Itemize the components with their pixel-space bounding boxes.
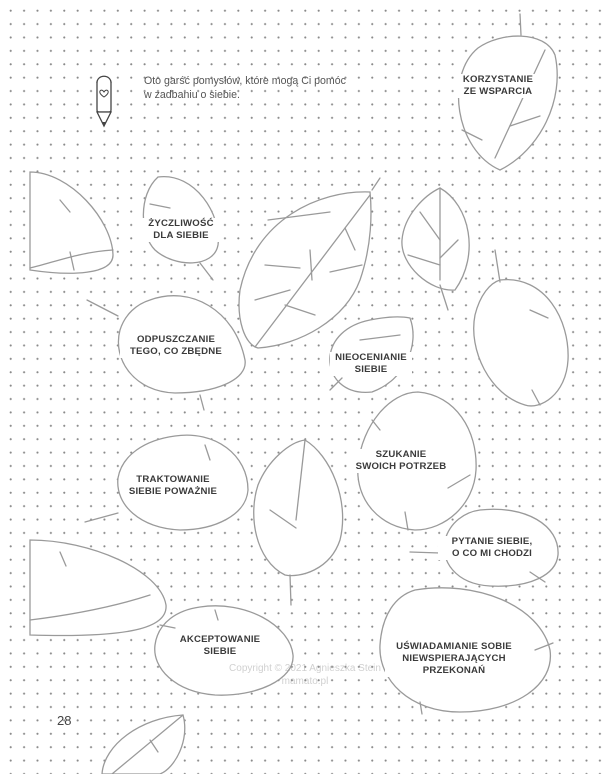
label-line: UŚWIADAMIANIE SOBIE <box>396 641 512 652</box>
label-korzystanie <box>456 74 540 98</box>
label-traktowanie <box>122 474 224 498</box>
copyright-watermark <box>180 662 430 688</box>
label-line: SIEBIE POWAŻNIE <box>128 486 218 497</box>
leaf-narrow-center <box>254 440 343 605</box>
label-line: SIEBIE <box>354 364 388 375</box>
label-nieocenianie <box>330 352 412 376</box>
label-line: SIEBIE <box>203 646 237 657</box>
watermark-line-1: Copyright © 2021 Agnieszka Stein <box>229 663 381 674</box>
leaf-left-lower-edge <box>30 540 166 636</box>
intro-text <box>144 74 374 102</box>
page-number: 28 <box>57 713 72 728</box>
leaf-small-right <box>402 188 469 310</box>
label-line: O CO MI CHODZI <box>451 548 533 559</box>
pencil-heart-icon <box>94 72 114 133</box>
label-szukanie <box>350 449 452 473</box>
label-line: ODPUSZCZANIE <box>136 334 216 345</box>
label-line: NIEWSPIERAJĄCYCH <box>402 653 506 664</box>
label-odpuszczanie <box>120 334 232 358</box>
label-line: ZE WSPARCIA <box>463 86 533 97</box>
label-zyczliwosc <box>140 218 222 242</box>
label-line: AKCEPTOWANIE <box>179 634 261 645</box>
intro-line-1: Oto garść pomysłów, które mogą Ci pomóc <box>144 75 346 87</box>
leaf-bottom <box>102 715 185 774</box>
label-line: PYTANIE SIEBIE, <box>451 536 533 547</box>
intro-line-2: w zadbaniu o siebie. <box>144 89 240 101</box>
label-pytanie <box>438 536 546 560</box>
label-line: TEGO, CO ZBĘDNE <box>129 346 222 357</box>
watermark-line-2: mamato.pl <box>281 676 329 687</box>
label-line: SZUKANIE <box>375 449 427 460</box>
leaf-right-edge <box>474 250 568 406</box>
label-line: PRZEKONAŃ <box>422 665 486 676</box>
label-line: NIEOCENIANIE <box>335 352 407 363</box>
label-line: KORZYSTANIE <box>462 74 534 85</box>
leaf-left-edge <box>30 172 113 273</box>
label-line: ŻYCZLIWOŚĆ <box>148 218 214 229</box>
label-line: SWOICH POTRZEB <box>355 461 447 472</box>
label-akceptowanie <box>173 634 267 658</box>
label-line: TRAKTOWANIE <box>136 474 210 485</box>
label-line: DLA SIEBIE <box>153 230 209 241</box>
